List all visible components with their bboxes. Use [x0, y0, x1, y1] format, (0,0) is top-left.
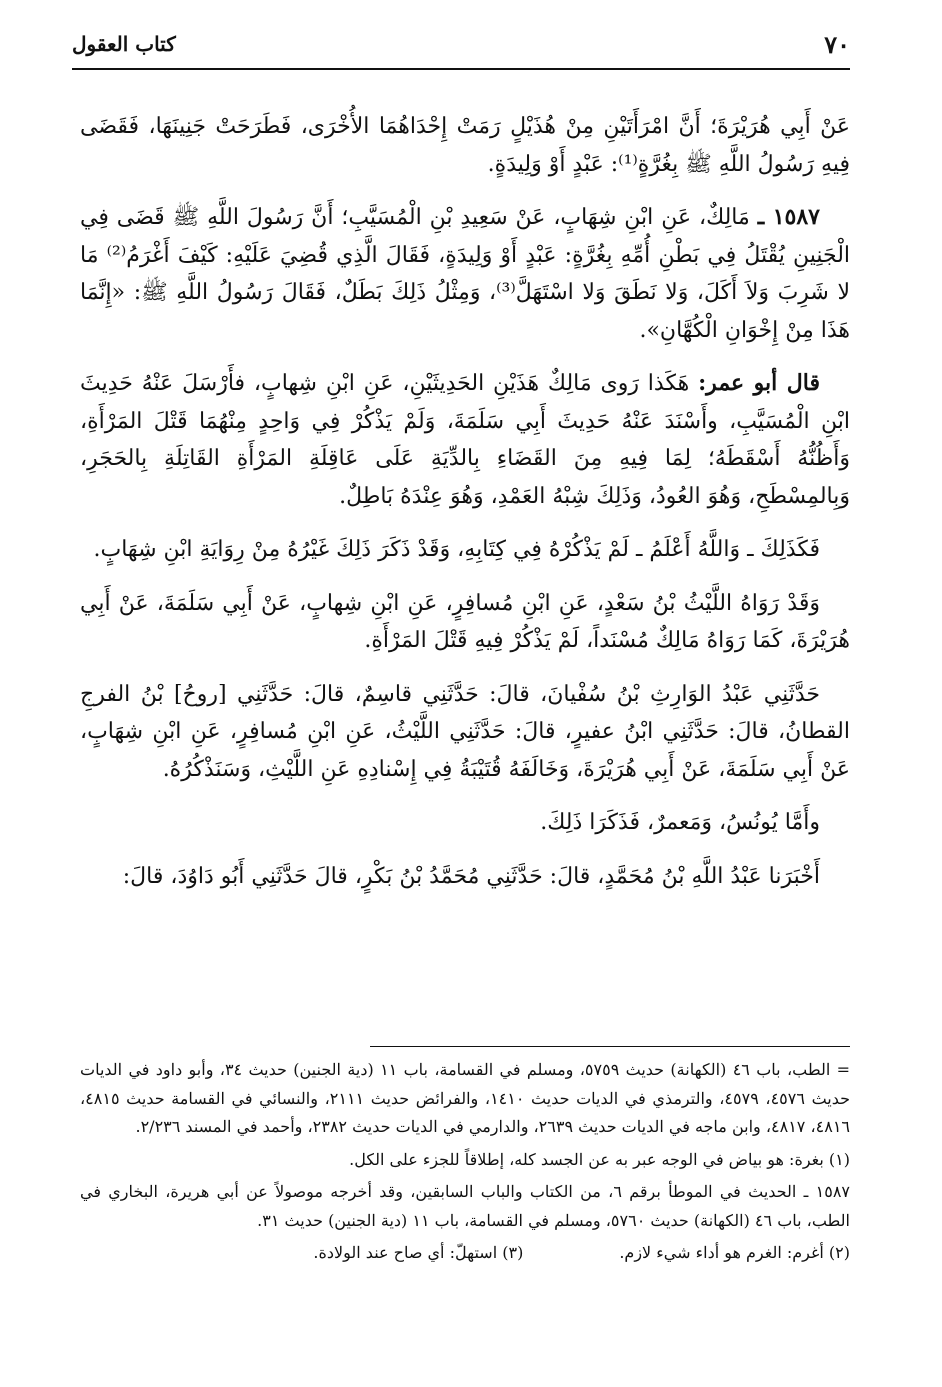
hadith-text: مَالِكٌ، عَنِ ابْنِ شِهَابٍ، عَنْ سَعِيدِ بْنِ الْمُسَيَّبِ؛ أَنَّ رَسُولَ اللَّهِ ﷺ قَضَى فِي الْجَنِينِ يُقْتَلُ فِي بَطْنِ أُمِّهِ بِغُرَّةٍ: عَبْدٍ أَوْ وَلِيدَةٍ، فَقَالَ الَّذِي قُضِيَ عَلَيْهِ: كَيْفَ أَغْرَمُ⁽²⁾ مَا لا شَرِبَ وَلاَ أَكَلَ، وَلا نَطَقَ وَلا اسْتَهَلَّ⁽³⁾، وَمِثْلُ ذَلِكَ بَطَلٌ، فَقَالَ رَسُولُ اللَّهِ ﷺ: «إِنَّمَا هَذَا مِنْ إِخْوَانِ الْكُهَّانِ».: [80, 205, 851, 343]
footnotes: [80, 1056, 850, 1268]
paragraph-hadith-1587: [80, 199, 850, 349]
main-text: [80, 108, 850, 911]
footnote-3: (٣) استهلّ: أي صاح عند الولادة.: [313, 1243, 524, 1262]
footnote-2: (٢) أغرم: الغرم هو أداء شيء لازم.: [619, 1243, 850, 1262]
paragraph-commentary-3: وَقَدْ رَوَاهُ اللَّيْثُ بْنُ سَعْدٍ، عَنِ ابْنِ مُسافِرٍ، عَنِ ابْنِ شِهابٍ، عَنْ أَبِي سَلَمَةَ، عَنْ أَبِي هُرَيْرَةَ، كَمَا رَوَاهُ مَالِكٌ مُسْنَداً، لَمْ يَذْكُرْ فِيهِ قَتْلَ المَرْأَةِ.: [80, 590, 850, 653]
paragraph-abu-umar: [80, 365, 850, 515]
commentary-lead: قال أبو عمر:: [698, 370, 820, 396]
book-title: كتاب العقول: [72, 32, 176, 56]
paragraph-isnad-1: حَدَّثَنِي عَبْدُ الوَارِثِ بْنُ سُفْيانَ، قالَ: حَدَّثَنِي قاسِمٌ، قالَ: حَدَّثَنِي [روحُ] بْنُ الفرجِ القطانُ، قالَ: حَدَّثَنِي ابْنُ عفيرٍ، قالَ: حَدَّثَنِي اللَّيْثُ، عَنِ ابْنِ مُسافِرٍ، عَنِ ابْنِ شِهَابٍ، عَنْ أَبِي سَلَمَةَ، عَنْ أَبِي هُرَيْرَةَ، وَخَالَفَهُ قُتَيْبَةُ فِي إِسْنادِهِ عَنِ اللَّيْثِ، وَسَنَذْكُرُهُ.: [80, 681, 850, 782]
commentary-text: هَكَذا رَوى مَالِكٌ هَذَيْنِ الحَدِيثَيْنِ، عَنِ ابْنِ شِهابٍ، فأَرْسَلَ عَنْهُ حَدِيثَ ابْنِ الْمُسَيَّبِ، وأَسْنَدَ عَنْهُ حَدِيثَ أَبِي سَلَمَةَ، وَلَمْ يَذْكُرْ فِي وَاحِدٍ مِنْهُمَا قَتْلَ المَرْأَةِ، وَأَظُنُّهُ أَسْقَطَهُ؛ لِمَا فِيهِ مِنَ القَضَاءِ بِالدِّيَةِ عَلَى عَاقِلَةِ المَرْأَةِ القَاتِلَةِ بِالحَجَرِ، وَبِالمِسْطَحِ، وَهُوَ العُودُ، وَذَلِكَ شِبْهُ العَمْدِ، وَهُوَ عِنْدَهُ بَاطِلٌ.: [80, 371, 850, 509]
paragraph-isnad-2: أَخْبَرَنا عَبْدُ اللَّهِ بْنُ مُحَمَّدٍ، قالَ: حَدَّثَنِي مُحَمَّدُ بْنُ بَكْرٍ، قالَ حَدَّثَنِي أَبُو دَاوُدَ، قالَ:: [122, 863, 820, 889]
footnote-continuation: = الطب، باب ٤٦ (الكهانة) حديث ٥٧٥٩، ومسلم في القسامة، باب ١١ (دية الجنين) حديث ٣٤، وأبو داود في الديات حديث ٤٥٧٦، ٤٥٧٩، والترمذي في الديات حديث ١٤١٠، والفرائض حديث ٢١١١، والنسائي في القسامة حديث ٤٨١٥، ٤٨١٦، ٤٨١٧، وابن ماجه في الديات حديث ٢٦٣٩، والدارمي في الديات حديث ٢٣٨٢، وأحمد في المسند ٢/٢٣٦.: [80, 1060, 851, 1136]
footnote-divider: [370, 1046, 850, 1047]
hadith-number: ١٥٨٧ ـ: [757, 204, 820, 230]
footnote-1: (١) بغرة: هو بياض في الوجه عبر به عن الجسد كله، إطلاقاً للجزء على الكل.: [349, 1149, 850, 1169]
paragraph-hadith-text: عَنْ أَبِي هُرَيْرَةَ؛ أَنَّ امْرَأَتَيْنِ مِنْ هُذَيْلٍ رَمَتْ إِحْدَاهُمَا الأُخْرَى، فَطَرَحَتْ جَنِينَهَا، فَقَضَى فِيهِ رَسُولُ اللَّهِ ﷺ بِغُرَّةٍ⁽¹⁾: عَبْدٍ أَوْ وَلِيدَةٍ.: [80, 114, 850, 177]
paragraph-commentary-2: فَكَذَلِكَ ـ وَاللَّهُ أَعْلَمُ ـ لَمْ يَذْكُرْهُ فِي كِتَابِهِ، وَقَدْ ذَكَرَ ذَلِكَ غَيْرُهُ مِنْ رِوَايَةِ ابْنِ شِهَابٍ.: [93, 537, 820, 562]
footnotes-2-3: [80, 1239, 850, 1268]
page-number: ٧٠: [824, 30, 850, 59]
footnote-1587: ١٥٨٧ ـ الحديث في الموطأ برقم ٦، من الكتاب والباب السابقين، وقد أخرجه موصولاً عن أبي هريرة، البخاري في الطب، باب ٤٦ (الكهانة) حديث ٥٧٦٠، ومسلم في القسامة، باب ١١ (دية الجنين) حديث ٣١.: [80, 1182, 850, 1230]
paragraph-commentary-4: وأَمَّا يُونُسُ، وَمَعمرٌ، فَذَكَرَا ذَلِكَ.: [540, 810, 820, 835]
page-header: [72, 26, 850, 70]
